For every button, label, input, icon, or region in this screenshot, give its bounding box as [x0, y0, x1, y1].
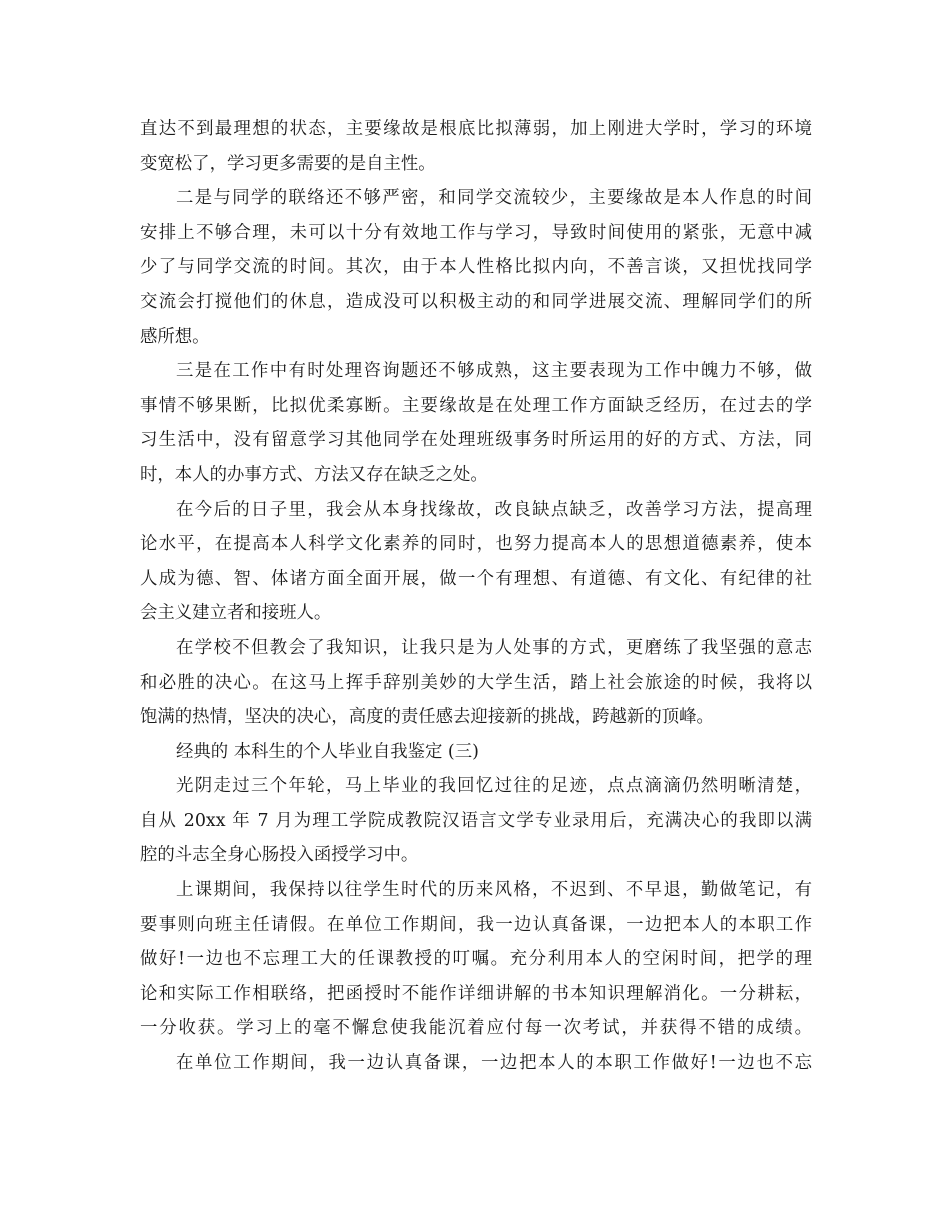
text-line: 习生活中，没有留意学习其他同学在处理班级事务时所运用的好的方式、方法，同: [140, 430, 812, 451]
text-line: 少了与同学交流的时间。其次，由于本人性格比拟内向，不善言谈，又担忧找同学: [140, 257, 812, 278]
text-line: 二是与同学的联络还不够严密，和同学交流较少，主要缘故是本人作息的时间: [176, 188, 812, 209]
text-line: 直达不到最理想的状态，主要缘故是根底比拟薄弱，加上刚进大学时，学习的环境: [140, 119, 812, 139]
text-line: 在学校不但教会了我知识，让我只是为人处事的方式，更磨练了我坚强的意志: [176, 637, 812, 658]
text-line: 一分收获。学习上的毫不懈怠使我能沉着应付每一次考试，并获得不错的成绩。: [140, 1018, 812, 1039]
text-line: 安排上不够合理，未可以十分有效地工作与学习，导致时间使用的紧张，无意中减: [140, 222, 812, 243]
text-line: 人成为德、智、体诸方面全面开展，做一个有理想、有道德、有文化、有纪律的社: [140, 568, 812, 589]
text-line: 在今后的日子里，我会从本身找缘故，改良缺点缺乏，改善学习方法，提高理: [176, 499, 812, 520]
text-line: 自从 20xx 年 7 月为理工学院成教院汉语言文学专业录用后，充满决心的我即以满: [140, 810, 812, 831]
text-line: 事情不够果断，比拟优柔寡断。主要缘故是在处理工作方面缺乏经历，在过去的学: [140, 395, 812, 416]
text-line: 腔的斗志全身心肠投入函授学习中。: [140, 845, 419, 866]
text-line: 上课期间，我保持以往学生时代的历来风格，不迟到、不早退，勤做笔记，有: [176, 880, 812, 901]
text-line: 光阴走过三个年轮，马上毕业的我回忆过往的足迹，点点滴滴仍然明晰清楚，: [176, 776, 812, 797]
text-line: 做好!一边也不忘理工大的任课教授的叮嘱。充分利用本人的空闲时间，把学的理: [140, 949, 812, 970]
text-line: 和必胜的决心。在这马上挥手辞别美妙的大学生活，踏上社会旅途的时候，我将以: [140, 672, 812, 693]
document-body: [140, 112, 812, 1081]
text-line: 三是在工作中有时处理咨询题还不够成熟，这主要表现为工作中魄力不够，做: [176, 361, 812, 382]
text-line: 论和实际工作相联络，把函授时不能作详细讲解的书本知识理解消化。一分耕耘，: [140, 983, 812, 1004]
text-line: 论水平，在提高本人科学文化素养的同时，也努力提高本人的思想道德素养，使本: [140, 534, 812, 555]
text-line: 经典的 本科生的个人毕业自我鉴定 (三): [176, 741, 479, 762]
text-line: 感所想。: [140, 326, 210, 347]
text-line: 在单位工作期间，我一边认真备课，一边把本人的本职工作做好!一边也不忘: [176, 1053, 812, 1074]
text-line: 时，本人的办事方式、方法又存在缺乏之处。: [140, 464, 488, 485]
text-line: 饱满的热情，坚决的决心，高度的责任感去迎接新的挑战，跨越新的顶峰。: [140, 707, 714, 728]
text-line: 交流会打搅他们的休息，造成没可以积极主动的和同学进展交流、理解同学们的所: [140, 291, 812, 312]
text-line: 会主义建立者和接班人。: [140, 603, 332, 624]
text-line: 变宽松了，学习更多需要的是自主性。: [140, 153, 436, 174]
text-line: 要事则向班主任请假。在单位工作期间，我一边认真备课，一边把本人的本职工作: [140, 914, 812, 935]
